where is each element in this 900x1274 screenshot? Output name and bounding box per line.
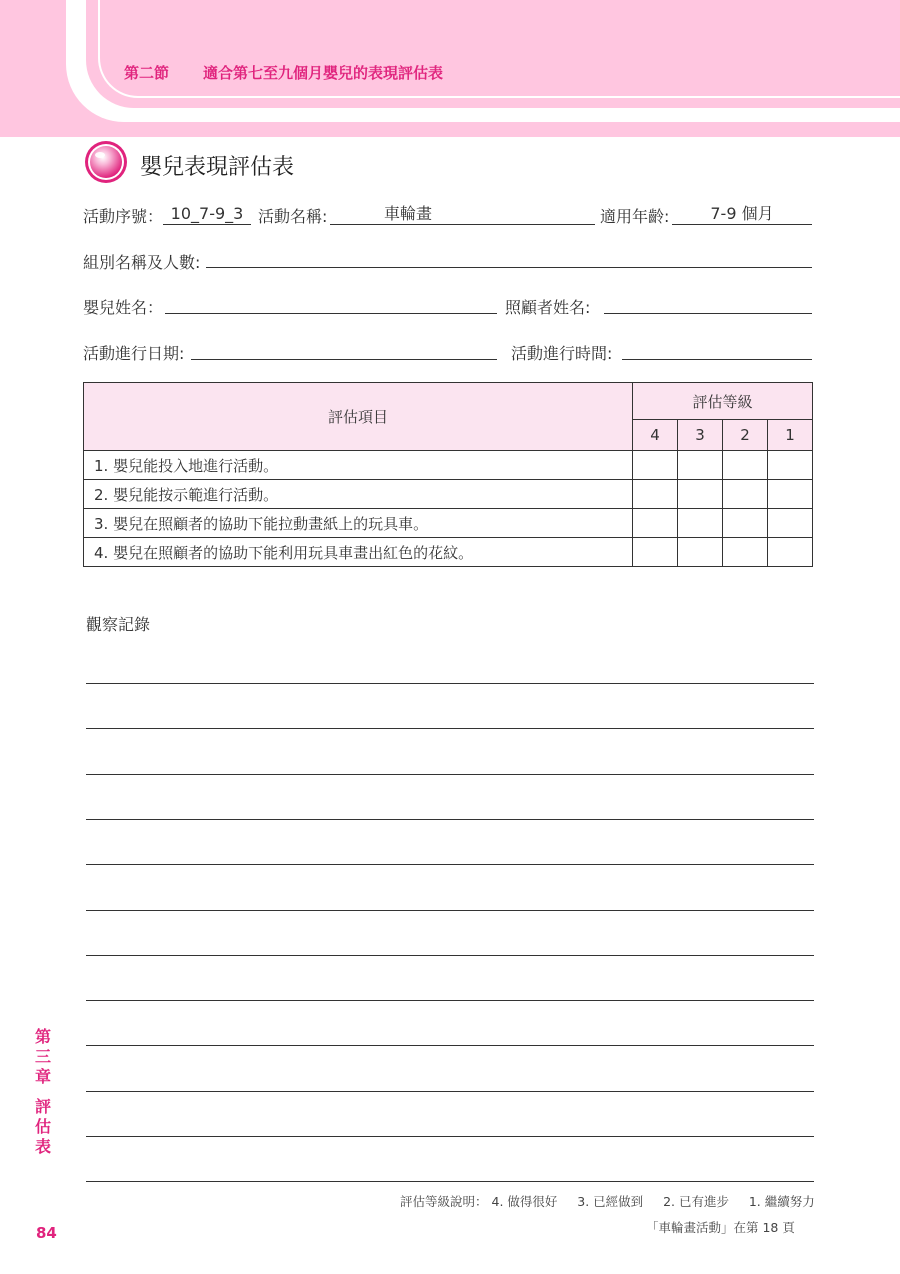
item-text: 1. 嬰兒能投入地進行活動。 bbox=[84, 451, 633, 480]
observation-line[interactable] bbox=[86, 1136, 814, 1137]
baby-name-field[interactable] bbox=[165, 312, 497, 314]
date-label: 活動進行日期: bbox=[83, 344, 185, 363]
grade-cell[interactable] bbox=[633, 538, 678, 567]
grade-header: 評估等級 bbox=[633, 383, 813, 420]
table-row bbox=[84, 451, 813, 480]
legend-4: 4. 做得很好 bbox=[491, 1194, 558, 1209]
observation-line[interactable] bbox=[86, 774, 814, 775]
activity-name-field[interactable] bbox=[330, 203, 595, 225]
observation-line[interactable] bbox=[86, 683, 814, 684]
date-field[interactable] bbox=[191, 358, 497, 360]
chapter-label: 第 三 章 bbox=[34, 1027, 51, 1086]
caregiver-field[interactable] bbox=[604, 312, 812, 314]
grade-cell[interactable] bbox=[768, 480, 813, 509]
page-reference: 「車輪畫活動」在第 18 頁 bbox=[646, 1220, 795, 1235]
observation-line[interactable] bbox=[86, 819, 814, 820]
grade-cell[interactable] bbox=[768, 509, 813, 538]
activity-name-label: 活動名稱: bbox=[258, 207, 328, 226]
grade-cell[interactable] bbox=[723, 538, 768, 567]
grade-3-header: 3 bbox=[678, 420, 723, 451]
assessment-table bbox=[83, 382, 813, 567]
observation-line[interactable] bbox=[86, 955, 814, 956]
pink-orb-icon bbox=[84, 140, 128, 184]
legend-3: 3. 已經做到 bbox=[577, 1194, 644, 1209]
grade-cell[interactable] bbox=[678, 538, 723, 567]
observation-line[interactable] bbox=[86, 728, 814, 729]
observation-line[interactable] bbox=[86, 910, 814, 911]
grade-cell[interactable] bbox=[633, 451, 678, 480]
chapter-name: 評 估 表 bbox=[34, 1097, 51, 1156]
observation-line[interactable] bbox=[86, 1000, 814, 1001]
observation-title: 觀察記錄 bbox=[86, 615, 151, 634]
group-field[interactable] bbox=[206, 266, 812, 268]
grade-cell[interactable] bbox=[723, 509, 768, 538]
grade-legend bbox=[400, 1192, 815, 1210]
legend-1: 1. 繼續努力 bbox=[748, 1194, 815, 1209]
grade-cell[interactable] bbox=[678, 480, 723, 509]
grade-1-header: 1 bbox=[768, 420, 813, 451]
form-title: 嬰兒表現評估表 bbox=[140, 155, 295, 180]
grade-cell[interactable] bbox=[723, 451, 768, 480]
table-row bbox=[84, 509, 813, 538]
time-label: 活動進行時間: bbox=[511, 344, 613, 363]
item-text: 3. 嬰兒在照顧者的協助下能拉動畫紙上的玩具車。 bbox=[84, 509, 633, 538]
section-title: 適合第七至九個月嬰兒的表現評估表 bbox=[203, 64, 444, 82]
grade-cell[interactable] bbox=[633, 480, 678, 509]
table-row bbox=[84, 480, 813, 509]
legend-2: 2. 已有進步 bbox=[663, 1194, 729, 1209]
group-label: 組別名稱及人數: bbox=[83, 253, 201, 272]
item-text: 4. 嬰兒在照顧者的協助下能利用玩具車畫出紅色的花紋。 bbox=[84, 538, 633, 567]
observation-line[interactable] bbox=[86, 1181, 814, 1182]
activity-name-value: 車輪畫 bbox=[384, 204, 433, 223]
grade-cell[interactable] bbox=[768, 451, 813, 480]
item-header: 評估項目 bbox=[84, 383, 633, 451]
time-field[interactable] bbox=[622, 358, 812, 360]
item-text: 2. 嬰兒能按示範進行活動。 bbox=[84, 480, 633, 509]
activity-no-label: 活動序號： bbox=[83, 207, 164, 226]
table-row bbox=[84, 538, 813, 567]
header-curve-line bbox=[98, 0, 900, 98]
observation-line[interactable] bbox=[86, 1045, 814, 1046]
grade-cell[interactable] bbox=[678, 509, 723, 538]
page-number: 84 bbox=[36, 1224, 57, 1242]
grade-cell[interactable] bbox=[678, 451, 723, 480]
caregiver-label: 照顧者姓名: bbox=[505, 298, 591, 317]
grade-4-header: 4 bbox=[633, 420, 678, 451]
grade-cell[interactable] bbox=[633, 509, 678, 538]
observation-line[interactable] bbox=[86, 864, 814, 865]
legend-label: 評估等級說明： bbox=[400, 1194, 488, 1209]
age-field[interactable]: 7-9 個月 bbox=[672, 203, 812, 225]
age-label: 適用年齡: bbox=[600, 207, 670, 226]
grade-cell[interactable] bbox=[723, 480, 768, 509]
grade-cell[interactable] bbox=[768, 538, 813, 567]
activity-no-field[interactable]: 10_7-9_3 bbox=[163, 203, 251, 225]
observation-line[interactable] bbox=[86, 1091, 814, 1092]
grade-2-header: 2 bbox=[723, 420, 768, 451]
baby-name-label: 嬰兒姓名： bbox=[83, 298, 164, 317]
section-heading bbox=[124, 62, 443, 83]
section-number: 第二節 bbox=[124, 64, 170, 82]
